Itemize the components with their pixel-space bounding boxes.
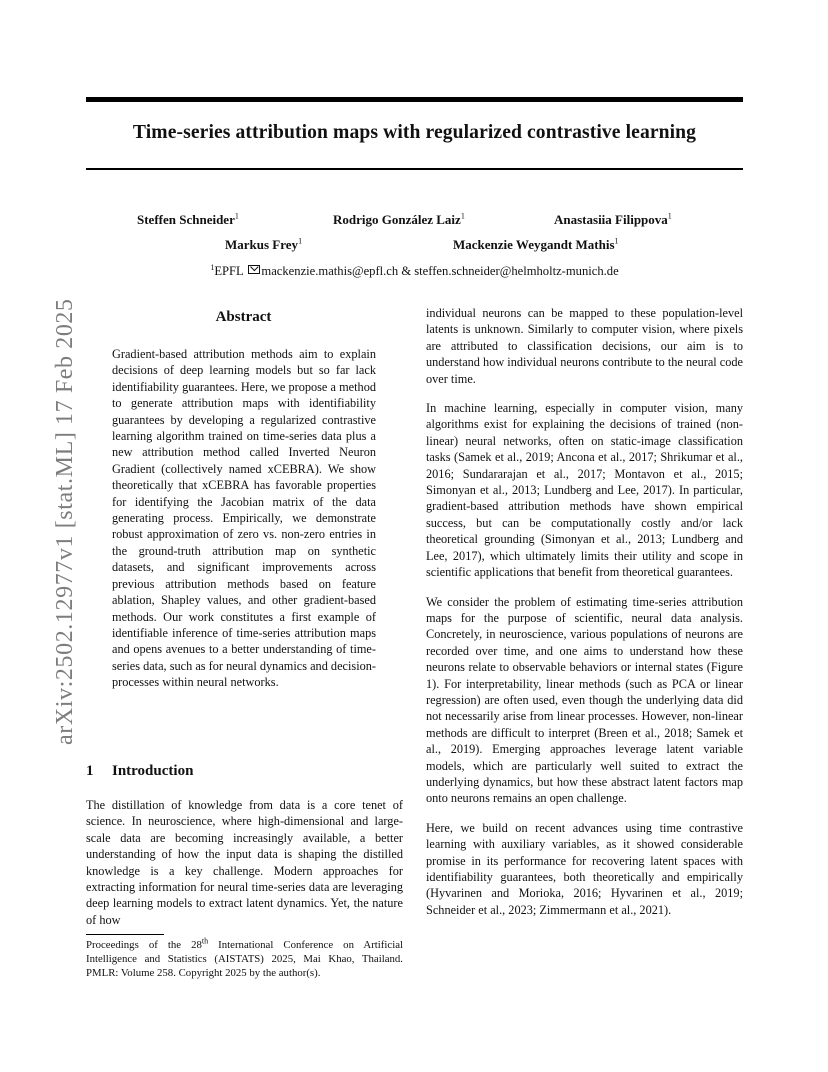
footnote: Proceedings of the 28th International Conference on Artificial Intelligence and Statistics (AISTATS) 2025, Mai Khao, Thailand. PMLR: Volume 258. Copyright 2025 by the author(s). bbox=[86, 936, 403, 980]
title-top-rule bbox=[86, 97, 743, 102]
envelope-icon bbox=[248, 265, 260, 274]
affiliation: $^1$EPFL mackenzie.mathis@epfl.ch & steffen.schneider@helmholtz-munich.de bbox=[210, 262, 619, 278]
author-5: Mackenzie Weygandt Mathis$^1$ bbox=[453, 236, 619, 252]
author-emails: mackenzie.mathis@epfl.ch & steffen.schneider@helmholtz-munich.de bbox=[261, 264, 619, 278]
author-3: Anastasiia Filippova$^1$ bbox=[554, 211, 672, 227]
author-4: Markus Frey$^1$ bbox=[225, 236, 303, 252]
section-heading-introduction: 1 Introduction bbox=[86, 763, 194, 779]
author-2: Rodrigo González Laiz$^1$ bbox=[333, 211, 465, 227]
title-bottom-rule bbox=[86, 168, 743, 170]
author-1: Steffen Schneider$^1$ bbox=[137, 211, 239, 227]
intro-paragraph-3: We consider the problem of estimating time-series attribution maps for the purpose of scientific, neural data analysis. Concretely, in neuroscience, various populations of neurons are recorded over time, and one aims to understand how these neurons relate to observable behaviors or internal states (Figure 1). For interpretability, linear methods (such as PCA or linear regression) are often used, even though the underlying data did not necessarily arise from linear processes. However, non-linear methods are difficult to interpret (Breen et al., 2018; Samek et al., 2019). Emerging approaches leverage latent variable models, which are particularly well suited to extract the underlying dynamics, but how these abstract latent factors map onto neurons remains an open challenge. bbox=[426, 594, 743, 806]
arxiv-stamp: arXiv:2502.12977v1 [stat.ML] 17 Feb 2025 bbox=[52, 298, 78, 745]
intro-paragraph-4: Here, we build on recent advances using time contrastive learning with auxiliary variables, as it showed considerable promise in its performance for recovering latent spaces with identifiability guarantees, both theoretically and empirically (Hyvarinen and Morioka, 2016; Hyvarinen et al., 2019; Schneider et al., 2023; Zimmermann et al., 2021). bbox=[426, 820, 743, 917]
intro-left-paragraph: The distillation of knowledge from data is a core tenet of science. In neuroscience, where high-dimensional and large-scale data are becoming increasingly available, a better understanding of how the input data is shaping the distilled knowledge is a key challenge. Modern approaches for extracting information for neural time-series data are leveraging deep learning models to extract latent dynamics. Yet, the nature of how bbox=[86, 798, 403, 927]
intro-paragraph-2: In machine learning, especially in computer vision, many algorithms exist for explaining the decisions of trained (non-linear) neural networks, often on static-image classification tasks (Samek et al., 2019; Ancona et al., 2017; Shrikumar et al., 2016; Sundararajan et al., 2017; Montavon et al., 2015; Simonyan et al., 2013; Lundberg and Lee, 2017). In particular, gradient-based attribution methods have shown empirical success, but can be computationally costly and/or lack theoretical grounding (Simonyan et al., 2013; Lundberg and Lee, 2017), which ultimately limits their utility and scope in scientific applications that benefit from theoretical guarantees. bbox=[426, 401, 743, 580]
abstract-heading: Abstract bbox=[215, 309, 272, 325]
abstract-text: Gradient-based attribution methods aim to explain decisions of deep learning models but so far lack identifiability guarantees. Here, we propose a method to generate attribution maps with identifiability guarantees by developing a regularized contrastive learning algorithm trained on time-series data plus a new attribution method called Inverted Neuron Gradient (collectively named xCEBRA). We show theoretically that xCEBRA has favorable properties for identifying the Jacobian matrix of the data generating process. Empirically, we demonstrate robust approximation of zero vs. non-zero entries in the ground-truth attribution map on synthetic datasets, and significant improvements across previous attribution methods based on feature ablation, Shapley values, and other gradient-based methods. Our work constitutes a first example of identifiable inference of time-series attribution maps and opens avenues to a better understanding of time-series data, such as for neural dynamics and decision-processes within neural networks. bbox=[112, 347, 376, 690]
paper-title: Time-series attribution maps with regularized contrastive learning bbox=[132, 122, 697, 143]
footnote-rule bbox=[86, 934, 164, 935]
intro-paragraph-1: individual neurons can be mapped to these population-level latents is unknown. Similarly to computer vision, where pixels are attributed to classification decisions, our aim is to understand how individual neurons contribute to the neural code over time. bbox=[426, 306, 743, 386]
right-column bbox=[426, 305, 743, 931]
